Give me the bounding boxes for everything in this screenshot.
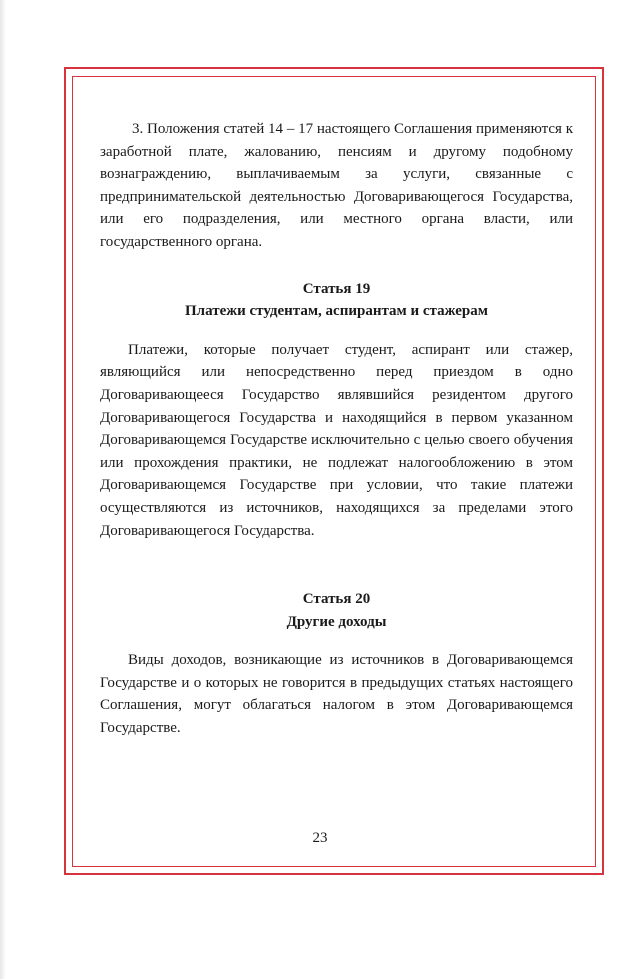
article-19-title: Платежи студентам, аспирантам и стажерам — [185, 303, 488, 320]
article-20-title: Другие доходы — [286, 613, 387, 630]
article-20-number: Статья 20 — [302, 591, 371, 608]
article-19-number: Статья 19 — [302, 280, 371, 297]
page-number: 23 — [312, 830, 328, 846]
spacer — [100, 254, 573, 278]
article-19-text: Платежи, которые получает студент, аспирант или стажер, являющийся или непосредственно перед приездом в одно Договаривающееся Государство являвшийся резидентом другого Договаривающегося Государства и находящийся в первом указанном Договаривающемся Государстве исключительно с целью своего обучения или прохождения практики, не подлежат налогообложению в этом Договаривающемся Государстве при условии, что такие платежи осуществляются из источников, находящихся за пределами этого Договаривающегося Государства. — [100, 341, 573, 539]
spacer — [100, 542, 573, 588]
spacer — [100, 633, 573, 649]
article-20 — [100, 588, 573, 740]
spacer — [100, 323, 573, 339]
article-20-text: Виды доходов, возникающие из источников в Договаривающемся Государстве и о которых не говорится в предыдущих статьях настоящего Соглашения, могут облагаться налогом в этом Договаривающемся Государстве. — [100, 652, 573, 737]
paragraph-3: 3. Положения статей 14 – 17 настоящего Соглашения применяются к заработной плате, жалованию, пенсиям и другому подобному вознаграждению, выплачиваемым за услуги, связанные с предпринимательской деятельностью Договаривающегося Государства, или его подразделения, или местного органа власти, или государственного органа. — [100, 121, 573, 250]
document-body — [100, 118, 573, 740]
article-19 — [100, 278, 573, 543]
